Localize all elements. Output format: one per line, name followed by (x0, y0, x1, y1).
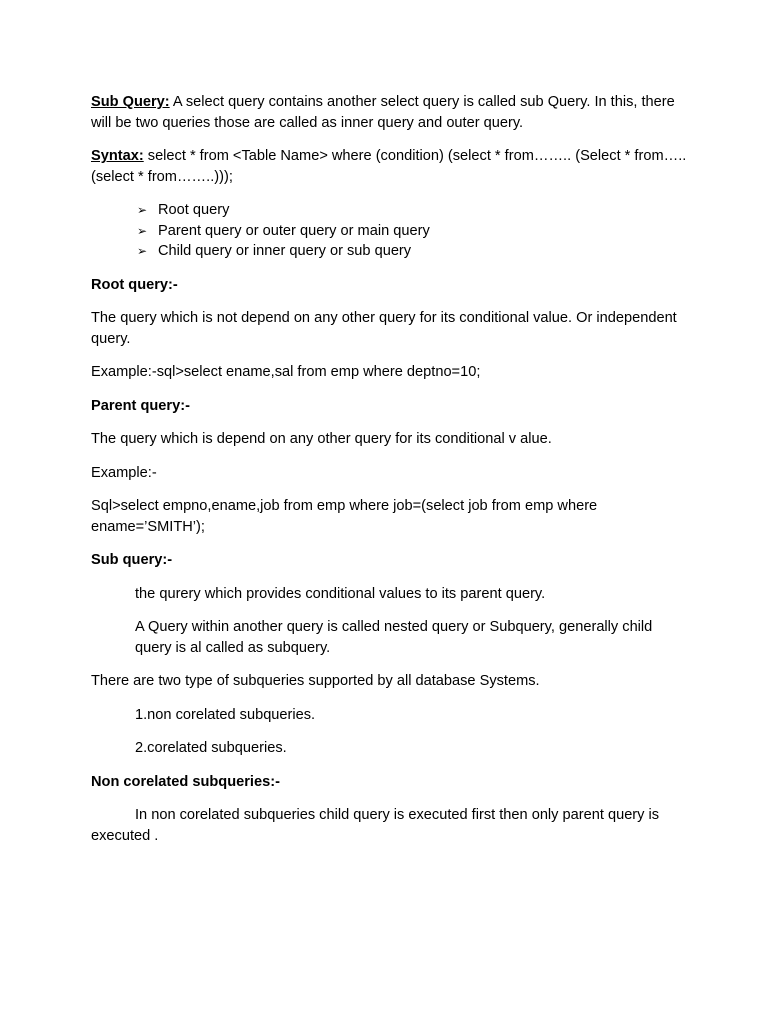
intro-paragraph (91, 92, 691, 133)
syntax-paragraph (91, 146, 691, 187)
parent-query-heading: Parent query:- (91, 397, 190, 414)
arrow-bullet-icon: ➢ (137, 244, 148, 258)
arrow-bullet-icon: ➢ (137, 203, 148, 217)
parent-query-example-label: Example:- (91, 464, 157, 481)
syntax-text: select * from <Table Name> where (condition) (select * from…….. (Select * from….. (select * from……..))); (91, 148, 687, 185)
subquery-types-intro: There are two type of subqueries supported by all database Systems. (91, 673, 540, 689)
root-query-heading: Root query:- (91, 276, 178, 293)
list-item: ➢ Parent query or outer query or main query (137, 221, 691, 242)
arrow-bullet-icon: ➢ (137, 223, 148, 238)
parent-query-example: Sql>select empno,ename,job from emp where job=(select job from emp where ename=’SMITH’); (91, 498, 598, 535)
sub-query-description-1: the qurery which provides conditional values to its parent query. (135, 585, 546, 602)
sub-query-description-2: A Query within another query is called nested query or Subquery, generally child query is al called as subquery. (135, 619, 653, 656)
syntax-label: Syntax: (91, 148, 144, 164)
sub-query-heading: Sub query:- (91, 552, 173, 568)
root-query-example: Example:-sql>select ename,sal from emp where deptno=10; (91, 364, 481, 380)
non-corelated-heading: Non corelated subqueries:- (91, 773, 280, 790)
non-corelated-description: In non corelated subqueries child query is executed first then only parent query is executed . (91, 807, 660, 844)
document-page (91, 92, 691, 859)
root-query-description: The query which is not depend on any other query for its conditional value. Or independent query. (91, 310, 677, 347)
list-item: ➢ Child query or inner query or sub query (137, 241, 691, 262)
sub-query-label: Sub Query: (91, 94, 170, 110)
intro-text: A select query contains another select query is called sub Query. In this, there will be two queries those are called as inner query and outer query. (91, 94, 675, 131)
query-types-list (91, 200, 691, 262)
subquery-type-2: 2.corelated subqueries. (135, 740, 287, 756)
list-item: ➢ Root query (137, 200, 691, 221)
parent-query-description: The query which is depend on any other query for its conditional v alue. (91, 431, 552, 447)
subquery-type-1: 1.non corelated subqueries. (135, 706, 316, 723)
